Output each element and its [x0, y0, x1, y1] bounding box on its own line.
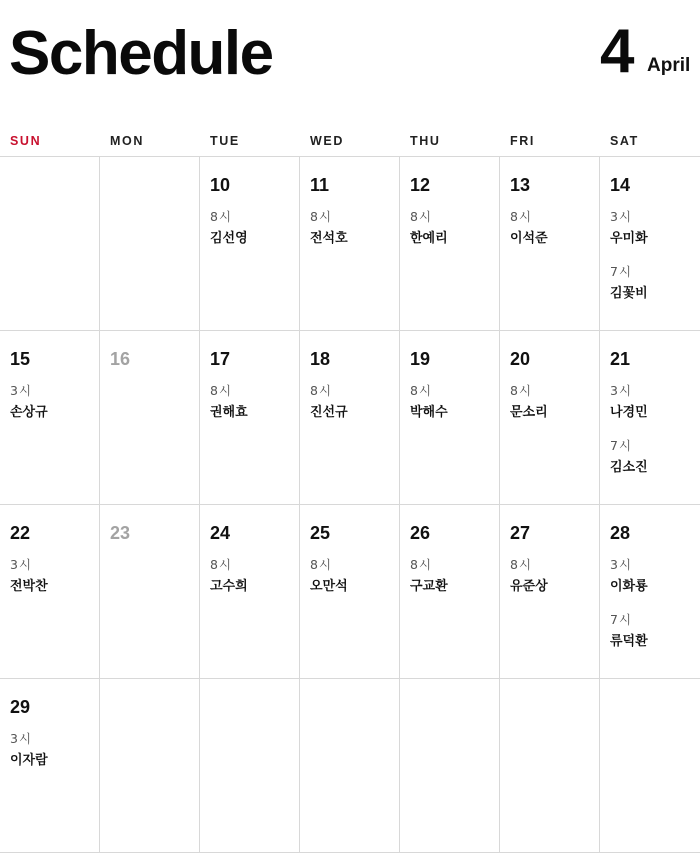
slot-time: 3시 [610, 557, 633, 572]
slot-time: 8시 [410, 383, 433, 398]
slot-time: 3시 [610, 383, 633, 398]
performer-name: 김꽃비 [610, 286, 648, 301]
slot-time: 3시 [10, 731, 33, 746]
slot-time: 3시 [610, 209, 633, 224]
performance-slot[interactable] [610, 557, 696, 595]
day-number: 24 [210, 523, 231, 543]
performance-slot[interactable] [610, 383, 696, 421]
slot-time: 8시 [510, 383, 533, 398]
slot-time: 8시 [510, 557, 533, 572]
calendar-day-cell[interactable] [100, 331, 200, 505]
day-number: 23 [110, 523, 131, 543]
day-number: 29 [10, 697, 31, 717]
calendar-empty-cell [100, 157, 200, 331]
performance-slot[interactable] [310, 209, 396, 247]
calendar-day-cell[interactable] [200, 157, 300, 331]
slot-time: 7시 [610, 438, 633, 453]
day-number: 14 [610, 175, 631, 195]
performer-name: 한예리 [410, 231, 448, 246]
performance-slot[interactable] [210, 557, 296, 595]
day-number: 17 [210, 349, 231, 369]
calendar-empty-cell [300, 679, 400, 853]
performer-name: 김선영 [210, 231, 248, 246]
day-number: 15 [10, 349, 31, 369]
performance-slot[interactable] [310, 383, 396, 421]
calendar-day-cell[interactable] [400, 157, 500, 331]
performance-slot[interactable] [410, 557, 496, 595]
day-number: 16 [110, 349, 131, 369]
calendar-day-cell[interactable] [0, 505, 100, 679]
day-number: 18 [310, 349, 331, 369]
slot-time: 8시 [210, 557, 233, 572]
calendar-day-cell[interactable] [600, 331, 700, 505]
day-number: 22 [10, 523, 31, 543]
calendar-day-cell[interactable] [200, 331, 300, 505]
calendar-empty-cell [600, 679, 700, 853]
day-number: 28 [610, 523, 631, 543]
weekday-mon: MON [110, 134, 144, 148]
weekday-wed: WED [310, 134, 344, 148]
performer-name: 김소진 [610, 460, 648, 475]
month-name: April [647, 55, 691, 76]
performer-name: 오만석 [310, 579, 348, 594]
page-title: Schedule [9, 19, 273, 88]
calendar-day-cell[interactable] [200, 505, 300, 679]
calendar-day-cell[interactable] [400, 505, 500, 679]
calendar-grid [0, 156, 700, 853]
performer-name: 전석호 [310, 231, 348, 246]
day-number: 19 [410, 349, 431, 369]
performance-slot[interactable] [610, 209, 696, 247]
calendar-day-cell[interactable] [600, 157, 700, 331]
calendar-day-cell[interactable] [300, 331, 400, 505]
calendar-day-cell[interactable] [500, 331, 600, 505]
calendar-empty-cell [200, 679, 300, 853]
performer-name: 전박찬 [10, 579, 48, 594]
performer-name: 이석준 [510, 231, 548, 246]
performance-slot[interactable] [410, 383, 496, 421]
performer-name: 손상규 [10, 405, 48, 420]
performance-slot[interactable] [610, 438, 696, 476]
performance-slot[interactable] [610, 264, 696, 302]
slot-time: 8시 [310, 209, 333, 224]
day-number: 26 [410, 523, 431, 543]
performance-slot[interactable] [10, 731, 96, 769]
performance-slot[interactable] [10, 557, 96, 595]
performance-slot[interactable] [210, 209, 296, 247]
slot-time: 3시 [10, 557, 33, 572]
calendar-day-cell[interactable] [300, 505, 400, 679]
day-number: 27 [510, 523, 531, 543]
weekday-sun: SUN [10, 134, 42, 148]
day-number: 13 [510, 175, 531, 195]
performance-slot[interactable] [510, 383, 596, 421]
calendar-day-cell[interactable] [0, 679, 100, 853]
performance-slot[interactable] [510, 209, 596, 247]
day-number: 11 [310, 175, 330, 195]
calendar-day-cell[interactable] [500, 157, 600, 331]
slot-time: 7시 [610, 612, 633, 627]
day-number: 20 [510, 349, 531, 369]
calendar-day-cell[interactable] [600, 505, 700, 679]
weekday-sat: SAT [610, 134, 639, 148]
slot-time: 8시 [210, 209, 233, 224]
day-number: 25 [310, 523, 331, 543]
performer-name: 이자람 [10, 753, 48, 768]
slot-time: 8시 [310, 557, 333, 572]
performance-slot[interactable] [10, 383, 96, 421]
performer-name: 우미화 [610, 231, 648, 246]
month-number: 4 [600, 17, 635, 86]
performance-slot[interactable] [610, 612, 696, 650]
performer-name: 이화룡 [610, 579, 648, 594]
performer-name: 박해수 [410, 405, 448, 420]
slot-time: 3시 [10, 383, 33, 398]
performer-name: 문소리 [510, 405, 548, 420]
performer-name: 나경민 [610, 405, 648, 420]
calendar-empty-cell [500, 679, 600, 853]
performer-name: 류덕환 [610, 634, 648, 649]
weekday-fri: FRI [510, 134, 535, 148]
weekday-tue: TUE [210, 134, 240, 148]
performer-name: 구교환 [410, 579, 448, 594]
performance-slot[interactable] [410, 209, 496, 247]
performer-name: 진선규 [310, 405, 348, 420]
performer-name: 유준상 [510, 579, 548, 594]
slot-time: 8시 [210, 383, 233, 398]
day-number: 21 [610, 349, 631, 369]
weekday-header-row [0, 132, 700, 156]
slot-time: 7시 [610, 264, 633, 279]
calendar-day-cell[interactable] [0, 331, 100, 505]
calendar-empty-cell [400, 679, 500, 853]
performer-name: 권해효 [210, 405, 248, 420]
performer-name: 고수희 [210, 579, 248, 594]
performance-slot[interactable] [310, 557, 396, 595]
calendar-empty-cell [0, 157, 100, 331]
day-number: 10 [210, 175, 231, 195]
slot-time: 8시 [410, 557, 433, 572]
slot-time: 8시 [310, 383, 333, 398]
performance-slot[interactable] [210, 383, 296, 421]
calendar-empty-cell [100, 679, 200, 853]
performance-slot[interactable] [510, 557, 596, 595]
calendar-day-cell[interactable] [400, 331, 500, 505]
calendar-day-cell[interactable] [500, 505, 600, 679]
weekday-thu: THU [410, 134, 441, 148]
slot-time: 8시 [410, 209, 433, 224]
calendar-day-cell[interactable] [100, 505, 200, 679]
calendar-day-cell[interactable] [300, 157, 400, 331]
slot-time: 8시 [510, 209, 533, 224]
day-number: 12 [410, 175, 431, 195]
